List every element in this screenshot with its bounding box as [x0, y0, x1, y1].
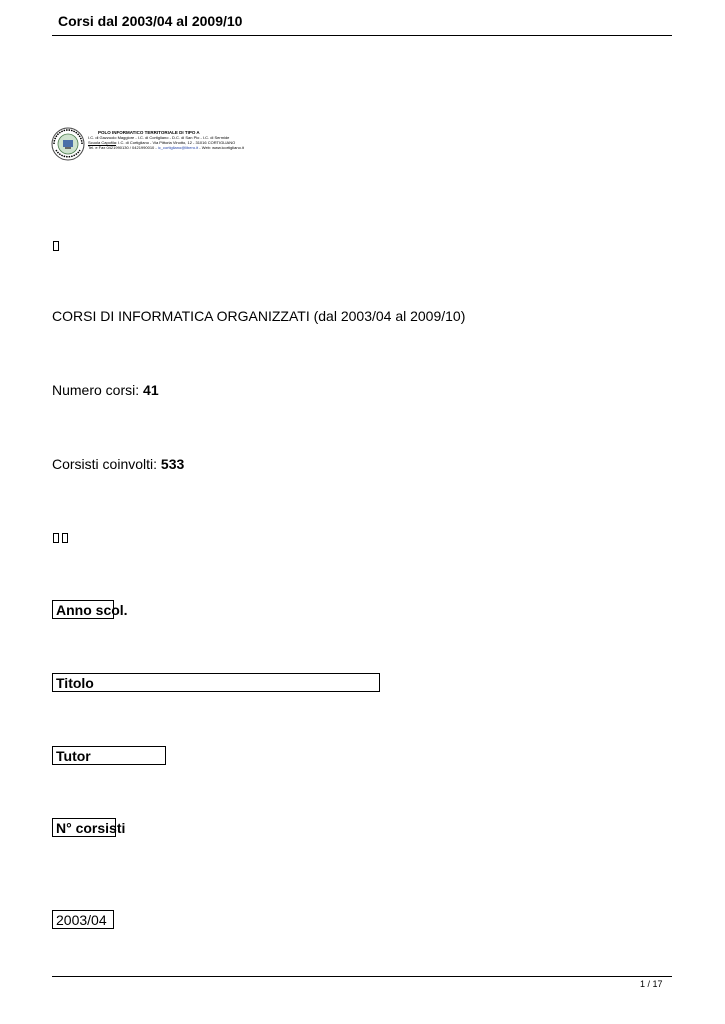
table-header-anno: Anno scol. [52, 600, 114, 619]
logo-email: ic_cortigliano@libero.it [157, 145, 199, 150]
footer-rule [52, 976, 672, 977]
page-header-title: Corsi dal 2003/04 al 2009/10 [58, 13, 243, 29]
participants-label: Corsisti coinvolti: [52, 456, 161, 472]
courses-label: Numero corsi: [52, 382, 144, 398]
courses-count [52, 382, 159, 398]
header-rule [52, 35, 672, 36]
logo-web: - Web: www.icortigliano.it [199, 145, 244, 150]
logo-line-1: POLO INFORMATICO TERRITORIALE DI TIPO A [98, 130, 200, 135]
courses-value: 41 [143, 382, 159, 398]
table-cell-year: 2003/04 [52, 910, 114, 929]
participants-value: 533 [160, 456, 185, 472]
seal-icon [50, 126, 86, 162]
participants-count [52, 456, 184, 472]
logo-line-3: : I.C. di Cortigliano - Via Pittoria Vinotto, 12 - 31016 CORTIGLIANO [116, 140, 236, 145]
logo-line-2: I.C. di Gazzuolo Maggiore - I.C. di Cortigliano - D.C. di San Pio - I.C. di Sermide [88, 135, 230, 140]
table-header-tutor: Tutor [52, 746, 166, 765]
logo-capofila-label: Scuola Capofila [88, 140, 117, 145]
table-header-titolo: Titolo [52, 673, 380, 692]
school-logo [50, 126, 244, 166]
table-header-ncorsisti: N° corsisti [52, 818, 116, 837]
missing-glyph-2 [53, 530, 71, 548]
missing-glyph-1 [53, 238, 62, 256]
page-number: 1 / 17 [640, 979, 663, 989]
page-heading: CORSI DI INFORMATICA ORGANIZZATI (dal 2003/04 al 2009/10) [52, 308, 466, 324]
logo-line-4: Tel. e Fax 0421990130 / 0421990010 - [88, 145, 157, 150]
